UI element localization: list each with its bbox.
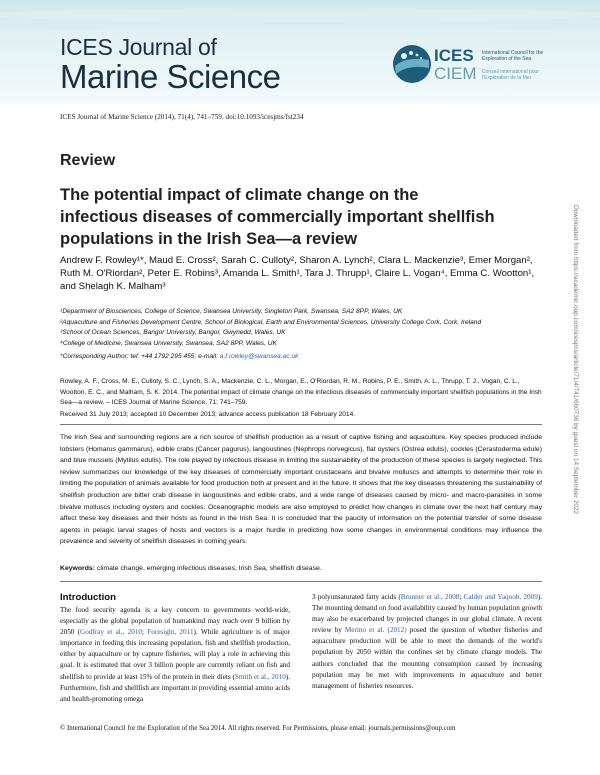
affiliation-1: ¹Department of Biosciences, College of Science, Swansea University, Singleton Park, Swansea, SA2 8PP, Wales, UK bbox=[60, 308, 403, 315]
logo-ciem-text: CIEM bbox=[434, 64, 477, 83]
reference-link[interactable]: Foresight, 2011 bbox=[147, 628, 194, 637]
journal-title-line1: ICES Journal of bbox=[60, 34, 217, 60]
journal-citation: ICES Journal of Marine Science (2014), 71(4), 741–759. doi:10.1093/icesjms/fst234 bbox=[60, 113, 304, 121]
reference-link[interactable]: Brunner et al., 2008 bbox=[400, 593, 460, 601]
abstract: The Irish Sea and surrounding regions are a rich source of shellfish production as a result of captive fishing and aquaculture. Key species produced include lobsters (Homarus gammarus), edible crabs (Cancer pagurus), langoustines (Nephrops norvegicus), flat oysters (Ostrea edulis), cockles (Cerastoderma edule) and blue mussels (Mytilus edulis). The role played by infectious disease in limiting the sustainability of the production of these species is largely neglected. This review summarizes our knowledge of the key diseases of commercially important crustaceans and bivalve molluscs and attempts to determine their role in limiting the population of animals available for food production both at present and in the future. It shows that the key diseases threatening the sustainability of shellfish production are bitter crab disease in langoustines and edible crabs, and a wide range of diseases caused by micro- and macro-parasites in some bivalve molluscs including oysters and cockles. Oceanographic models are also employed to predict how changes in climate over the next half century may affect these key diseases and their hosts as found in the Irish Sea. It is concluded that the paucity of information on the potential transfer of some disease agents in pelagic larval stages of hosts and vectors is a major hurdle in predicting how some changes in environmental conditions may influence the prevalence and severity of shellfish diseases in coming years. bbox=[60, 434, 542, 546]
keywords bbox=[60, 565, 322, 572]
divider-top bbox=[60, 424, 542, 425]
logo-english-name: International Council for the Exploration of the Sea bbox=[482, 50, 544, 62]
corresponding-label: *Corresponding Author: tel: +44 1792 295 455; e-mail: bbox=[60, 353, 218, 360]
corresponding-email-link[interactable]: a.f.rowley@swansea.ac.uk bbox=[219, 353, 299, 360]
affiliation-2: ²Aquaculture and Fisheries Development Centre, School of Biological, Earth and Environmental Sciences, University College Cork, Cork, Ireland bbox=[60, 318, 482, 326]
download-watermark: Downloaded from https://academic.oup.com/icesjms/article/71/4/741/660736 by guest on 14 September 2022 bbox=[572, 205, 579, 515]
affiliations bbox=[60, 307, 542, 349]
article-title: The potential impact of climate change on the infectious diseases of commercially important shellfish populations in the Irish Sea—a review bbox=[60, 186, 495, 248]
keywords-label: Keywords: bbox=[60, 565, 95, 572]
copyright-footer: © International Council for the Exploration of the Sea 2014. All rights reserved. For Permissions, please email: journals.permissions@oup.com bbox=[60, 725, 456, 732]
body-column-right: 3 polyunsaturated fatty acids (Brunner et al., 2008; Calder and Yaqoob, 2009). The mounting demand on food availability caused by human population growth may also be exacerbated by projected changes in our global climate. A recent review by Merino et al. (2012) posed the question of whether fisheries and aquaculture production will be able to meet the demands of the world's population by 2050 within the confines set by climate change models. The authors concluded that the mounting consumption caused by increasing population may be met with improvements in aquaculture and better management of fisheries resources. bbox=[312, 593, 543, 690]
keywords-text: climate change, emerging infectious diseases, Irish Sea, shellfish disease. bbox=[96, 565, 322, 572]
logo-ices-text: ICES bbox=[434, 46, 474, 65]
ices-globe-logo-icon bbox=[392, 44, 432, 84]
journal-title-line2: Marine Science bbox=[60, 58, 281, 95]
article-type: Review bbox=[60, 152, 116, 169]
corresponding-author bbox=[60, 353, 298, 360]
reference-link[interactable]: Calder and Yaqoob, 2009 bbox=[463, 593, 538, 601]
article-dates: Received 31 July 2013; accepted 10 December 2013; advance access publication 18 February 2014. bbox=[60, 411, 356, 418]
cite-as-paragraph: Rowley, A. F., Cross, M. E., Culloty, S. C., Lynch, S. A., Mackenzie, C. L., Morgan, E., O'Riordan, R. M., Robins, P. E., Smith, A. L., Thrupp, T. J., Vogan, C. L., Wootton, E. C., and Malham, S. K. 2014. The potential impact of climate change on the infectious diseases of commercially important shellfish populations in the Irish Sea—a review. – ICES Journal of Marine Science, 71: 741–759. bbox=[60, 378, 542, 406]
reference-link[interactable]: Merino et al. (2012) bbox=[344, 626, 407, 635]
divider-bottom bbox=[60, 581, 542, 582]
reference-link[interactable]: Smith et al., 2010 bbox=[234, 672, 286, 681]
logo-french-name: Conseil International pour l'Exploration de la Mer bbox=[482, 69, 539, 81]
reference-link[interactable]: Godfray et al., 2010 bbox=[80, 628, 143, 637]
affiliation-4: ⁴College of Medicine, Swansea University, Swansea, SA2 8PP, Wales, UK bbox=[60, 339, 277, 347]
affiliation-3: ³School of Ocean Sciences, Bangor University, Bangor, Gwynedd, Wales, UK bbox=[60, 329, 286, 336]
author-list: Andrew F. Rowley¹*, Maud E. Cross², Sarah C. Culloty², Sharon A. Lynch², Clara L. Mackenzie³, Emer Morgan², Ruth M. O'Riordan², Peter E. Robins³, Amanda L. Smith¹, Tara J. Thrupp¹, Claire L. Vogan⁴, Emma C. Wootton¹, and Shelagh K. Malham³ bbox=[60, 255, 535, 292]
journal-banner bbox=[0, 0, 600, 104]
introduction-heading: Introduction bbox=[60, 592, 116, 603]
body-column-left: The food security agenda is a key concern to governments world-wide, especially as the global population of humankind may reach over 9 billion by 2050 (Godfray et al., 2010; Foresight, 2011). While agriculture is of major importance in feeding this increasing population, fish and shellfish production, either by aquaculture or by capture fisheries, will play a role in achieving this goal. It is estimated that over 3 billion people are currently reliant on fish and shellfish to provide at least 15% of the protein in their diets (Smith et al., 2010). Furthermore, fish and shellfish are important in providing essential amino acids and health-promoting omega bbox=[60, 606, 291, 703]
